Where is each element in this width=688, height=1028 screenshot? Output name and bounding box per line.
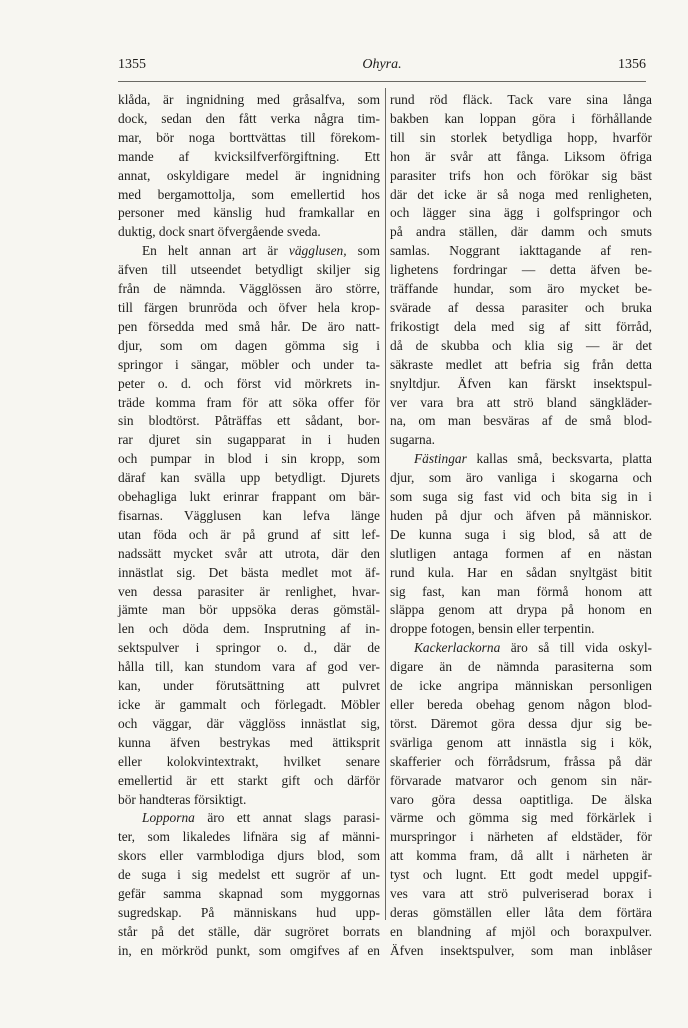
text-line <box>390 129 652 148</box>
text-run: samlas. Noggrant iakttagande af ren- <box>390 243 652 259</box>
text-run: svärliga genom att innästla sig i kök, <box>390 734 652 750</box>
text-run: klåda, är ingnidning med gråsalfva, som <box>118 92 380 107</box>
text-line <box>390 734 652 753</box>
text-line <box>390 885 652 904</box>
text-run: förvarade matvaror och genom sin när- <box>390 772 652 788</box>
text-line <box>390 167 652 186</box>
text-run: djur, som äro vanliga i skogarna och <box>390 470 652 486</box>
text-line <box>390 753 652 772</box>
italic-term: vägglusen, <box>288 243 347 259</box>
text-run: rund kula. Har en sådan snyltgäst bitit <box>390 564 652 580</box>
text-line <box>118 186 380 205</box>
text-run: tyst och lugnt. Ett godt medel uppgif- <box>390 867 652 883</box>
text-run: springor i sängar, möbler och under ta- <box>118 356 380 372</box>
text-run: bakben kan loppan göra i förhållande <box>390 110 652 126</box>
text-run: törst. Däremot göra dessa djur sig be- <box>390 715 652 731</box>
text-run: jämte man bör uppsöka deras gömstäl- <box>118 602 380 618</box>
text-line <box>390 318 652 337</box>
text-line <box>118 507 380 526</box>
text-line <box>390 828 652 847</box>
text-line <box>390 809 652 828</box>
text-line <box>390 677 652 696</box>
text-line <box>118 204 380 223</box>
text-line <box>390 658 652 677</box>
text-line <box>118 91 380 110</box>
text-run: na, om man besväras af de små blod- <box>390 413 652 429</box>
text-line <box>118 564 380 583</box>
text-run: står på det ställe, där sugröret borrats <box>118 923 380 939</box>
text-run: släppa genom att drypa på honom en <box>390 602 652 618</box>
text-run: frikostigt dela med sig af sitt förråd, <box>390 318 652 334</box>
text-line <box>390 526 652 545</box>
italic-term: Lopporna <box>142 810 195 826</box>
text-run: len och döda dem. Insprutning af in- <box>118 621 380 637</box>
right-column <box>390 91 652 961</box>
text-run: däraf kan svälla upp betydligt. Djurets <box>118 470 380 486</box>
text-line <box>390 866 652 885</box>
text-line <box>118 847 380 866</box>
text-run: och väggar, där vägglöss innästlat sig, <box>118 715 380 731</box>
text-run: bör handteras försiktigt. <box>118 791 247 807</box>
text-run: träffande hundar, som äro mycket be- <box>390 281 652 297</box>
text-run: gefär samma skapnad som myggornas <box>118 886 380 902</box>
text-line <box>390 450 652 469</box>
text-line <box>118 923 380 942</box>
text-run: ter, som likaledes lifnära sig af männi- <box>118 829 380 845</box>
text-line <box>390 375 652 394</box>
text-run: hon är svår att fånga. Liksom öfriga <box>390 148 652 164</box>
text-run: där det icke är så noga med renligheten, <box>390 186 652 202</box>
text-run: till färgen brunröda och öfver hela krop- <box>118 299 380 315</box>
text-run: äfven till utseendet betydligt skiljer sig <box>118 262 380 278</box>
text-line <box>390 223 652 242</box>
text-line <box>390 280 652 299</box>
text-line <box>118 148 380 167</box>
text-run: sektspulver i springor o. d., där de <box>118 640 380 656</box>
text-run: ven dessa parasiter är renlighet, hvar- <box>118 583 380 599</box>
page-number-left: 1355 <box>118 57 146 72</box>
text-line <box>390 507 652 526</box>
text-run: mande af kvicksilfverförgiftning. Ett <box>118 148 380 164</box>
text-line <box>118 129 380 148</box>
text-line <box>118 242 380 261</box>
text-run: nadssätt mycket svår att utrota, där den <box>118 545 380 561</box>
page-number-right: 1356 <box>618 57 646 72</box>
text-line <box>118 904 380 923</box>
header-rule <box>118 81 646 82</box>
text-line <box>118 412 380 431</box>
text-line <box>390 186 652 205</box>
text-run: varo göra dessa oaptitliga. De älska <box>390 791 652 807</box>
text-line <box>118 356 380 375</box>
text-run: skafferier och förrådsrum, fråssa på där <box>390 753 652 769</box>
text-line <box>118 658 380 677</box>
text-line <box>118 488 380 507</box>
text-run: deras gömställen eller låta dem förtära <box>390 904 652 920</box>
text-line <box>118 450 380 469</box>
text-line <box>390 91 652 110</box>
text-run: på andra ställen, där damm och smuts <box>390 224 652 240</box>
text-run: droppe fotogen, bensin eller terpentin. <box>390 621 595 637</box>
text-line <box>118 734 380 753</box>
text-run: och lägger sina ägg i golfspringor och <box>390 205 652 221</box>
text-line <box>118 545 380 564</box>
text-line <box>118 526 380 545</box>
text-line <box>118 601 380 620</box>
text-run: säkraste medlet att befria sig från detta <box>390 356 652 372</box>
text-line <box>118 696 380 715</box>
text-run: ves vara att strö pulveriserad borax i <box>390 886 652 902</box>
text-run: äro så till vida oskyl- <box>500 640 652 656</box>
text-line <box>118 809 380 828</box>
text-run: hålla till, kan stundom vara af god ver- <box>118 659 380 675</box>
text-run: skors eller varmblodiga djurs blod, som <box>118 848 380 864</box>
text-line <box>118 866 380 885</box>
text-line <box>390 583 652 602</box>
text-run: peter o. d. och först vid mörkrets in- <box>118 375 380 391</box>
text-line <box>118 753 380 772</box>
text-run: emellertid är ett starkt gift och därför <box>118 772 380 788</box>
text-run: digare än de nämnda parasiterna som <box>390 659 652 675</box>
text-run: djur, som om dagen gömma sig i <box>118 337 380 353</box>
text-line <box>390 942 652 961</box>
text-run: huden på djur och äfven på människor. <box>390 507 652 523</box>
text-line <box>118 715 380 734</box>
text-run: fisarnas. Vägglusen kan lefva länge <box>118 507 380 523</box>
text-run: mar, bör noga borttvättas till förekom- <box>118 129 380 145</box>
text-run: pen försedda med små hår. De äro natt- <box>118 318 380 334</box>
text-line <box>390 715 652 734</box>
text-line <box>118 167 380 186</box>
text-line <box>118 885 380 904</box>
text-run: då de skubba och klia sig — är det <box>390 337 652 353</box>
text-line <box>390 772 652 791</box>
text-line <box>118 469 380 488</box>
text-line <box>390 601 652 620</box>
italic-term: Fästingar <box>414 451 467 467</box>
text-line <box>390 261 652 280</box>
text-run: in, en mörkröd punkt, som omgifves af en <box>118 942 380 958</box>
text-run: från de nämnda. Vägglössen äro större, <box>118 281 380 297</box>
text-run: De kunna suga i sig blod, så att de <box>390 526 652 542</box>
text-line <box>118 318 380 337</box>
text-line <box>118 337 380 356</box>
text-line <box>118 677 380 696</box>
text-run: rar djuret sin sugapparat in i huden <box>118 432 380 448</box>
text-run: som suga sig fast vid och bita sig in i <box>390 489 652 505</box>
text-run: innästlat sig. Det bästa medlet mot äf- <box>118 564 380 580</box>
text-line <box>118 299 380 318</box>
text-run: kunna äfven bestrykas med ättiksprit <box>118 734 380 750</box>
text-run: eller kolokvintextrakt, hvilket senare <box>118 753 380 769</box>
text-line <box>390 431 652 450</box>
text-line <box>390 356 652 375</box>
text-line <box>118 110 380 129</box>
text-run: kallas små, becksvarta, platta <box>466 451 652 467</box>
text-run: eller bereda obehag genom någon blod- <box>390 697 652 712</box>
text-run: värme och gömma sig med förkärlek i <box>390 810 652 826</box>
text-line <box>390 488 652 507</box>
text-run: de suga i sig medelst ett sugrör af un- <box>118 867 380 883</box>
text-line <box>390 564 652 583</box>
text-line <box>118 828 380 847</box>
text-run: träde komma fram för att söka offer för <box>118 394 380 410</box>
text-run: svärade af dessa parasiter och bruka <box>390 299 652 315</box>
text-run: dock, sedan den fått verka några tim- <box>118 110 380 126</box>
text-run: till sin storlek betydliga hopp, hvarför <box>390 129 652 145</box>
text-run: en blandning af mjöl och boraxpulver. <box>390 923 652 939</box>
text-line <box>390 696 652 715</box>
text-run: slutligen antaga formen af en nästan <box>390 545 652 561</box>
text-line <box>118 791 380 810</box>
text-run: utan föda och är på grund af sitt lef- <box>118 526 380 542</box>
text-run: de icke angripa människan personligen <box>390 678 652 694</box>
column-divider <box>385 88 386 920</box>
text-run: obehagliga lukt erinrar frappant om bär- <box>118 489 380 505</box>
text-run: ver vara bra att strö bland sängkläder- <box>390 394 652 410</box>
text-run: att komma fram, då allt i närheten är <box>390 848 652 864</box>
text-line <box>390 847 652 866</box>
text-line <box>118 280 380 299</box>
text-run: sugredskap. På människans hud upp- <box>118 904 380 920</box>
text-line <box>390 791 652 810</box>
text-line <box>390 639 652 658</box>
text-line <box>390 545 652 564</box>
text-line <box>118 772 380 791</box>
text-run: sugarna. <box>390 432 435 448</box>
text-run: sin blodtörst. Påträffas ett sådant, bor- <box>118 413 380 429</box>
text-line <box>390 923 652 942</box>
text-line <box>118 583 380 602</box>
text-line <box>118 261 380 280</box>
text-line <box>390 110 652 129</box>
text-line <box>118 394 380 413</box>
text-run: En helt annan art är <box>142 243 289 259</box>
text-line <box>118 431 380 450</box>
text-run: snyltdjur. Äfven kan färskt insektspul- <box>390 375 652 391</box>
text-run: Äfven insektspulver, som man inblåser <box>390 942 652 958</box>
text-line <box>390 620 652 639</box>
running-title: Ohyra. <box>362 57 402 72</box>
text-line <box>390 469 652 488</box>
text-run: duktig, dock snart öfvergående sveda. <box>118 224 321 240</box>
text-run: annat, oskyldigare medel är ingnidning <box>118 167 380 183</box>
text-line <box>390 394 652 413</box>
text-line <box>390 242 652 261</box>
text-run: sig fast, kan man förmå honom att <box>390 583 652 599</box>
text-line <box>118 223 380 242</box>
text-run: kan, under förutsättning att pulvret <box>118 678 380 694</box>
text-line <box>118 639 380 658</box>
italic-term: Kackerlackorna <box>414 640 501 656</box>
text-run: murspringor i närheten af eldstäder, för <box>390 829 652 845</box>
text-line <box>118 942 380 961</box>
text-line <box>390 904 652 923</box>
left-column <box>118 91 380 961</box>
text-run: icke är gammalt och förlegadt. Möbler <box>118 697 380 712</box>
text-line <box>390 299 652 318</box>
text-line <box>118 375 380 394</box>
text-line <box>118 620 380 639</box>
text-line <box>390 148 652 167</box>
text-line <box>390 412 652 431</box>
text-run: personer med känslig hud framkallar en <box>118 205 380 221</box>
text-run: lighetens fordringar — detta äfven be- <box>390 262 652 278</box>
text-line <box>390 337 652 356</box>
text-run: som <box>346 243 380 259</box>
text-line <box>390 204 652 223</box>
text-run: rund röd fläck. Tack vare sina långa <box>390 92 652 107</box>
text-run: och pumpar in blod i sin kropp, som <box>118 451 380 467</box>
text-run: parasiter trifs hon och förökar sig bäst <box>390 167 652 183</box>
text-run: äro ett annat slags parasi- <box>194 810 380 826</box>
page-header <box>118 57 646 79</box>
text-run: med bergamottolja, som emellertid hos <box>118 186 380 202</box>
